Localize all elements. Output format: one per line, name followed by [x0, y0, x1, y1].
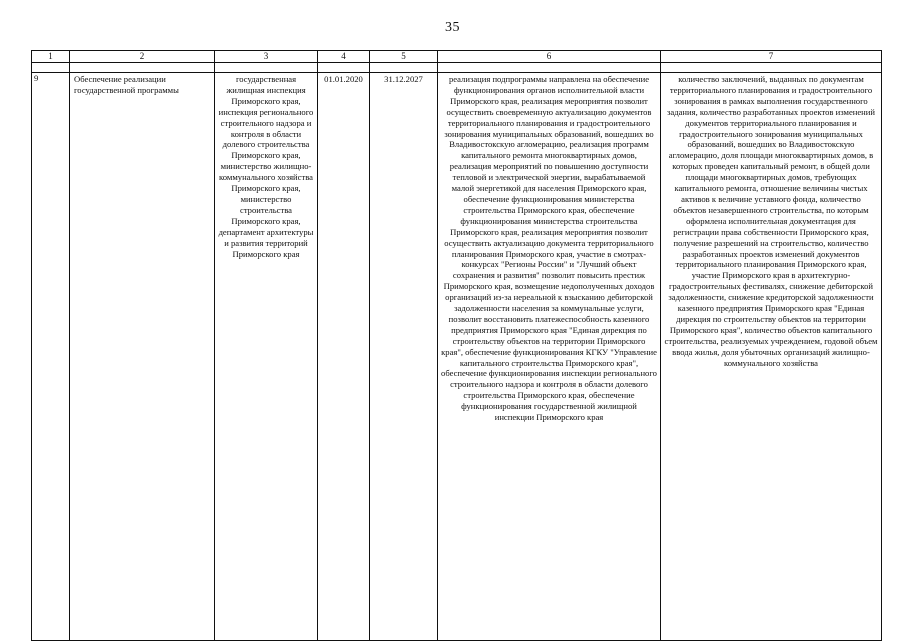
- column-number-2: 2: [70, 51, 215, 63]
- spacer-row: [32, 63, 882, 73]
- start-date-cell: [318, 73, 370, 641]
- program-name: Обеспечение реализации государственной программы: [74, 74, 179, 95]
- row-number-cell: [32, 73, 70, 641]
- end-date-cell: [370, 73, 438, 641]
- table-row: [32, 73, 882, 641]
- column-number-3: 3: [215, 51, 318, 63]
- column-number-5: 5: [370, 51, 438, 63]
- responsible-executors: государственная жилищная инспекция Приморского края, инспекция регионального строительного надзора и контроля в области долевого строительства Приморского края, министерство жилищно-коммунального хозяйства Приморского края, министерство строительства Приморского края, департамент архитектуры и развития территорий Приморского края: [218, 74, 314, 259]
- program-name-cell: [70, 73, 215, 641]
- column-number-7: 7: [661, 51, 882, 63]
- column-number-1: 1: [32, 51, 70, 63]
- responsible-cell: [215, 73, 318, 641]
- column-number-6: 6: [438, 51, 661, 63]
- indicators: количество заключений, выданных по документам территориального планирования и градостроительного зонирования в рамках выполнения государственного задания, количество разработанных проектов изменений документов территориального планирования и градостроительного зонирования муниципальных образований, вошедших во Владивостокскую агломерацию, доля площади многоквартирных домов, в которых проведен капитальный ремонт, в общей доли площади многоквартирных домов, требующих капитального ремонта, отношение величины чистых активов к величине уставного фонда, количество объектов незавершенного строительства, по которым оформлена исполнительная документация для регистрации права собственности Приморского края, получение разрешений на строительство, количество разработанных проектов изменений документов территориального планирования Приморского края, участие Приморского края в архитектурно-градостроительных фестивалях, снижение дебиторской задолженности, снижение кредиторской задолженности казенного предприятия Приморского края "Единая дирекция по строительству объектов на территории Приморского края", количество объектов капитального строительства, реализуемых учреждением, годовой объем ввода жилья, доля убыточных организаций жилищно-коммунального хозяйства: [664, 74, 878, 368]
- page-number: 35: [445, 20, 460, 35]
- indicators-cell: [661, 73, 882, 641]
- row-number: 9: [34, 73, 39, 83]
- program-table: [31, 50, 882, 641]
- start-date: 01.01.2020: [324, 74, 363, 84]
- description-cell: [438, 73, 661, 641]
- expected-results: реализация подпрограммы направлена на обеспечение функционирования органов исполнительной власти Приморского края, реализация мероприятия позволит осуществить своевременную актуализацию документов территориального планирования и градостроительного зонирования муниципальных образований, вошедших во Владивостокскую агломерацию, реализация программ капитального ремонта многоквартирных домов, реализация мероприятий по повышению доступности тепловой и электрической энергии, вырабатываемой малой энергетикой для населения Приморского края, обеспечение функционирования министерства строительства Приморского края, обеспечение функционирования министерства строительства Приморского края, реализация мероприятия позволит осуществить актуализацию документа территориального планирования Приморского края, участие в смотрах-конкурсах "Регионы России" и "Лучший объект сохранения и развития" позволит повысить престиж Приморского края, возмещение недополученных доходов организаций из-за нереальной к взысканию дебиторской задолженности населения за коммунальные услуги, позволит восстановить платежеспособность казенного предприятия Приморского края "Единая дирекция по строительству объектов на территории Приморского края", обеспечение функционирования КГКУ "Управление капитального строительства Приморского края", обеспечение функционирования инспекции регионального строительного надзора и контроля в области долевого строительства Приморского края, обеспечение функционирования государственной жилищной инспекции Приморского края: [441, 74, 657, 423]
- column-number-4: 4: [318, 51, 370, 63]
- column-number-row: [32, 51, 882, 63]
- end-date: 31.12.2027: [384, 74, 423, 84]
